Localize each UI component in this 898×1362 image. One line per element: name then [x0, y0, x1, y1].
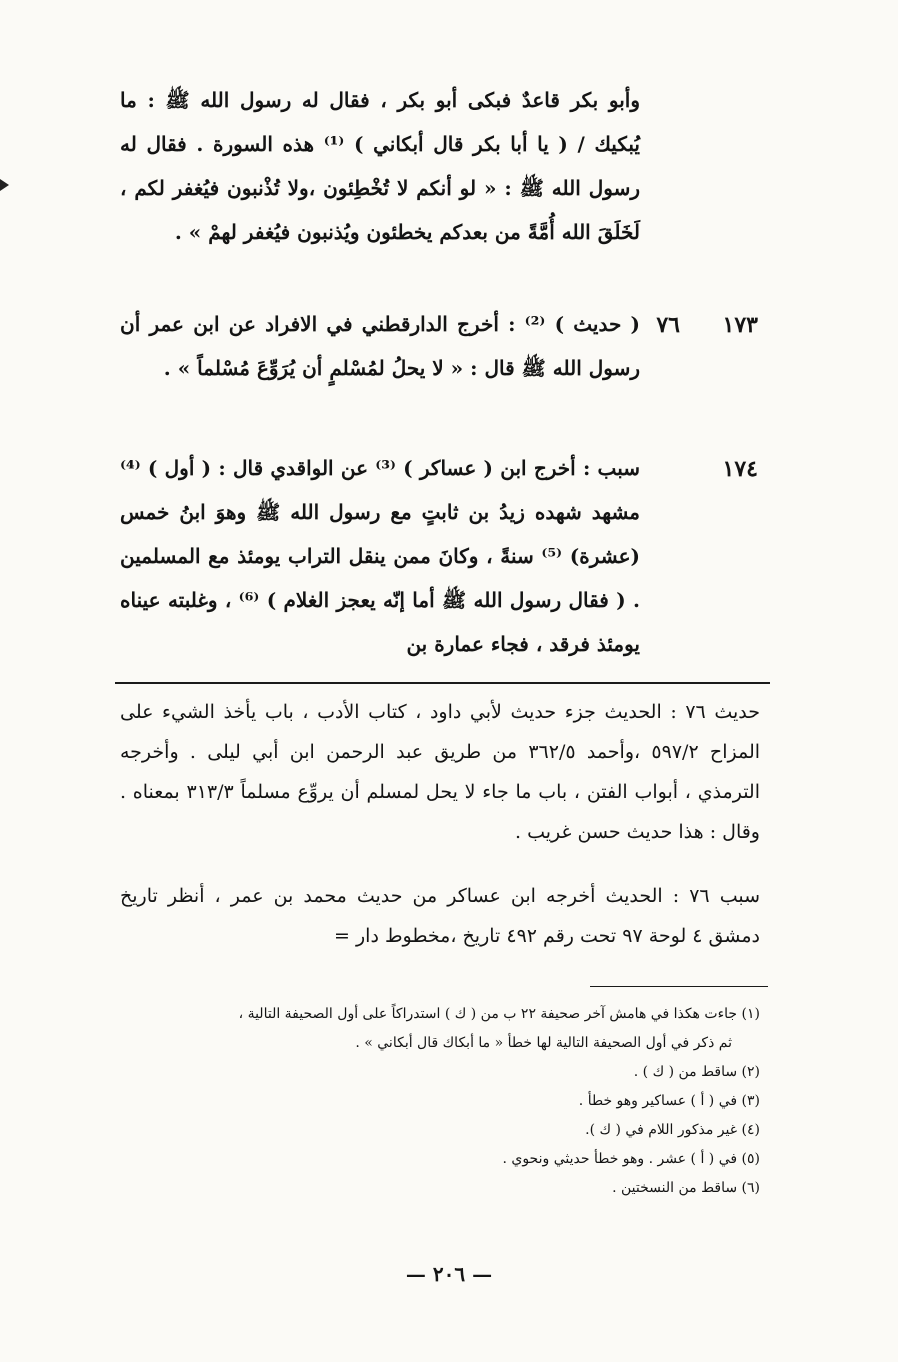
- footnote-item: [120, 1058, 760, 1087]
- footnote-marker: (٢): [741, 1064, 760, 1080]
- entry-number: ١٧٣: [722, 312, 758, 338]
- footnote-item: [120, 1000, 760, 1058]
- commentary-paragraph: سبب ٧٦ : الحديث أخرجه ابن عساكر من حديث محمد بن عمر ، أنظر تاريخ دمشق ٤ لوحة ٩٧ تحت رقم ٤٩٢ تاريخ ،مخطوط دار =: [120, 885, 761, 947]
- continuation-text: وأبو بكر قاعدٌ فبكى أبو بكر ، فقال له رسول الله ﷺ : ما يُبكيك / ( يا أبا بكر قال أبكاني ) ⁽¹⁾ هذه السورة . فقال له رسول الله ﷺ : « لو أنكم لا تُخْطِئون ،ولا تُذْنبون فيُغفر لكم ، لَخَلَقَ الله أُمَّةً من بعدكم يخطئون ويُذنبون فيُغفر لهمْ » .: [120, 88, 640, 244]
- footnote-text: ساقط من النسختين .: [612, 1180, 738, 1196]
- footnote-text: في ( أ ) عشر . وهو خطأ حديثي ونحوي .: [502, 1151, 738, 1167]
- footnote-marker: (٥): [741, 1151, 760, 1167]
- commentary-paragraph: حديث ٧٦ : الحديث جزء حديث لأبي داود ، كتاب الأدب ، باب يأخذ الشيء على المزاح ٥٩٧/٢ ،وأحمد ٣٦٢/٥ من طريق عبد الرحمن ابن أبي ليلى . وأخرجه الترمذي ، أبواب الفتن ، باب ما جاء لا يحل لمسلم أن يروِّع مسلماً ٣١٣/٣ بمعناه . وقال : هذا حديث حسن غريب .: [120, 701, 761, 843]
- footnote-marker: (١): [741, 1006, 760, 1022]
- footnote-item: [120, 1116, 760, 1145]
- footnotes-list: [120, 1000, 760, 1203]
- footnote-marker: (٣): [741, 1093, 760, 1109]
- footnote-item: [120, 1174, 760, 1203]
- entry-text: ( حديث ) ⁽²⁾ : أخرج الدارقطني في الافراد عن ابن عمر أن رسول الله ﷺ قال : « لا يحلُ لمُسْلمٍ أن يُرَوِّعَ مُسْلماً » .: [120, 312, 640, 380]
- entry-text: سبب : أخرج ابن ( عساكر ) ⁽³⁾ عن الواقدي قال : ( أول ) ⁽⁴⁾ مشهد شهده زيدُ بن ثابتٍ مع رسول الله ﷺ وهوَ ابنُ خمس (عشرة) ⁽⁵⁾ سنةً ، وكانَ ممن ينقل التراب يومئذ مع المسلمين . ( فقال رسول الله ﷺ أما إنّه يعجز الغلام ) ⁽⁶⁾ ، وغلبته عيناه يومئذ فرقد ، فجاء عمارة بن: [120, 456, 640, 656]
- entry-number: ١٧٤: [722, 456, 758, 482]
- page-number: — ٢٠٦ —: [405, 1262, 493, 1286]
- footnote-text: غير مذكور اللام في ( ك ).: [585, 1122, 738, 1138]
- footnote-text: ساقط من ( ك ) .: [633, 1064, 738, 1080]
- footnote-item: [120, 1145, 760, 1174]
- footnote-continuation: ثم ذكر في أول الصحيفة التالية لها خطأ « ما أبكاك قال أبكاني » .: [355, 1035, 732, 1051]
- footnote-text: جاءت هكذا في هامش آخر صحيفة ٢٢ ب من ( ك ) استدراكاً على أول الصحيفة التالية ،: [238, 1006, 738, 1022]
- footnote-marker: (٦): [741, 1180, 760, 1196]
- margin-arrow-icon: [0, 179, 9, 191]
- entry-sub-number: ٧٦: [656, 312, 680, 338]
- divider-line: [115, 682, 770, 684]
- footnote-divider: [590, 986, 768, 987]
- footnote-marker: (٤): [741, 1122, 760, 1138]
- footnote-item: [120, 1087, 760, 1116]
- footnote-text: في ( أ ) عساكير وهو خطأ .: [578, 1093, 738, 1109]
